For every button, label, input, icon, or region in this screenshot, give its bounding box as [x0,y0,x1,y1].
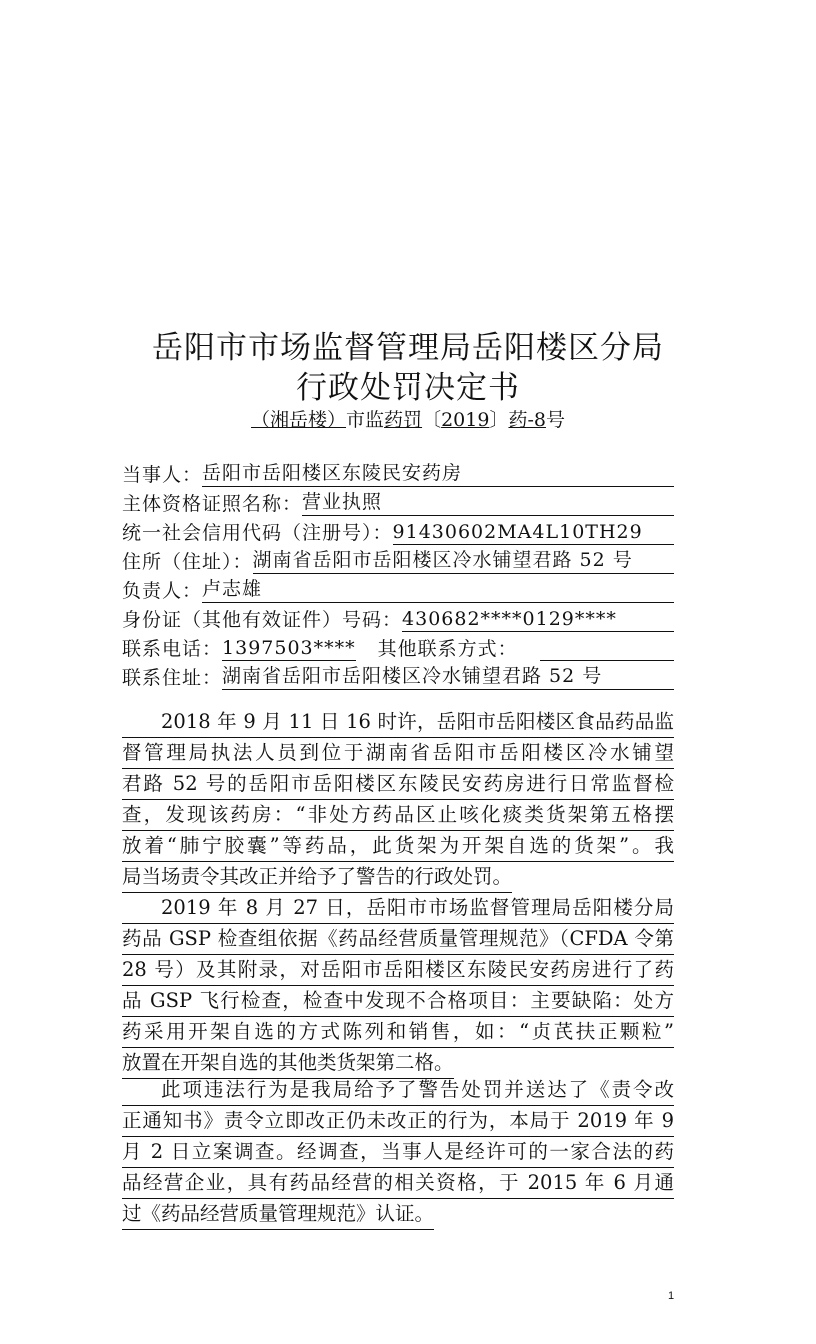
document-subtitle: 行政处罚决定书 [296,370,520,406]
text-line: 过《药品经营质量管理规范》认证。 [122,1199,434,1230]
field-label: 统一社会信用代码（注册号）： [122,522,393,544]
text-line: 品 GSP 飞行检查，检查中发现不合格项目：主要缺陷：处方 [122,986,674,1017]
docno-agency: 市监 [346,409,385,431]
text-line: 放着“肺宁胶囊”等药品，此货架为开架自选的货架”。我 [122,831,674,862]
docno-year: 2019 [441,409,490,431]
field-label: 主体资格证照名称： [122,493,303,515]
field-value: 卢志雄 [202,574,674,603]
document-title: 岳阳市市场监督管理局岳阳楼区分局 [152,330,664,366]
text-line: 放置在开架自选的其他类货架第二格。 [122,1048,454,1079]
docno-bracket-close: 〕 [489,409,509,431]
text-line: 月 2 日立案调查。经调查，当事人是经许可的一家合法的药 [122,1137,674,1168]
field-phone [122,632,674,661]
field-label: 联系电话： [122,638,223,660]
docno-type: 药罚 [384,409,423,431]
paragraph-investigation [122,1075,674,1235]
docno-prefix: （湘岳楼） [251,409,347,431]
text-line: 28 号）及其附录，对岳阳市岳阳楼区东陵民安药房进行了药 [122,955,674,986]
text-line: 查，发现该药房：“非处方药品区止咳化痰类货架第五格摆 [122,800,674,831]
field-address [122,545,674,574]
party-info [122,458,674,690]
field-id-number [122,603,674,632]
field-party [122,458,674,487]
paragraph-gsp-inspection [122,893,674,1084]
field-value: 湖南省岳阳市岳阳楼区冷水铺望君路 52 号 [253,545,674,574]
field-value: 91430602MA4L10TH29 [393,521,674,545]
field-label: 联系住址： [122,667,223,689]
docno-bracket-open: 〔 [422,409,442,431]
field-responsible-person [122,574,674,603]
field-label: 住所（住址）： [122,551,253,573]
text-line: 督管理局执法人员到位于湖南省岳阳市岳阳楼区冷水铺望 [122,738,674,769]
text-line: 此项违法行为是我局给予了警告处罚并送达了《责令改 [122,1075,674,1106]
text-line: 正通知书》责令立即改正仍未改正的行为，本局于 2019 年 9 [122,1106,674,1137]
field-value: 1397503**** [222,637,356,659]
field-label: 当事人： [122,464,203,486]
docno-serial: 药-8 [508,409,546,431]
field-value: 营业执照 [302,487,674,516]
field-value: 岳阳市岳阳楼区东陵民安药房 [202,458,674,487]
field-license-name [122,487,674,516]
field-credit-code [122,516,674,545]
field-value: 430682****0129**** [402,608,674,632]
field-label: 负责人： [122,580,203,602]
text-line: 2019 年 8 月 27 日，岳阳市市场监督管理局岳阳楼分局 [122,893,674,924]
text-line: 2018 年 9 月 11 日 16 时许，岳阳市岳阳楼区食品药品监 [122,707,674,738]
field-value: 湖南省岳阳市岳阳楼区冷水铺望君路 52 号 [222,661,674,690]
text-line: 药品 GSP 检查组依据《药品经营质量管理规范》（CFDA 令第 [122,924,674,955]
paragraph-first-inspection [122,707,674,898]
field-contact-address [122,661,674,690]
page-number: 1 [668,1290,675,1302]
field-label: 身份证（其他有效证件）号码： [122,609,403,631]
field-label-other-contact: 其他联系方式： [377,638,518,660]
text-line: 君路 52 号的岳阳市岳阳楼区东陵民安药房进行日常监督检 [122,769,674,800]
text-line: 局当场责令其改正并给予了警告的行政处罚。 [122,862,512,893]
document-number [0,405,816,432]
docno-suffix: 号 [545,409,565,431]
text-line: 药采用开架自选的方式陈列和销售，如：“贞芪扶正颗粒” [122,1017,674,1048]
text-line: 品经营企业，具有药品经营的相关资格，于 2015 年 6 月通 [122,1168,674,1199]
